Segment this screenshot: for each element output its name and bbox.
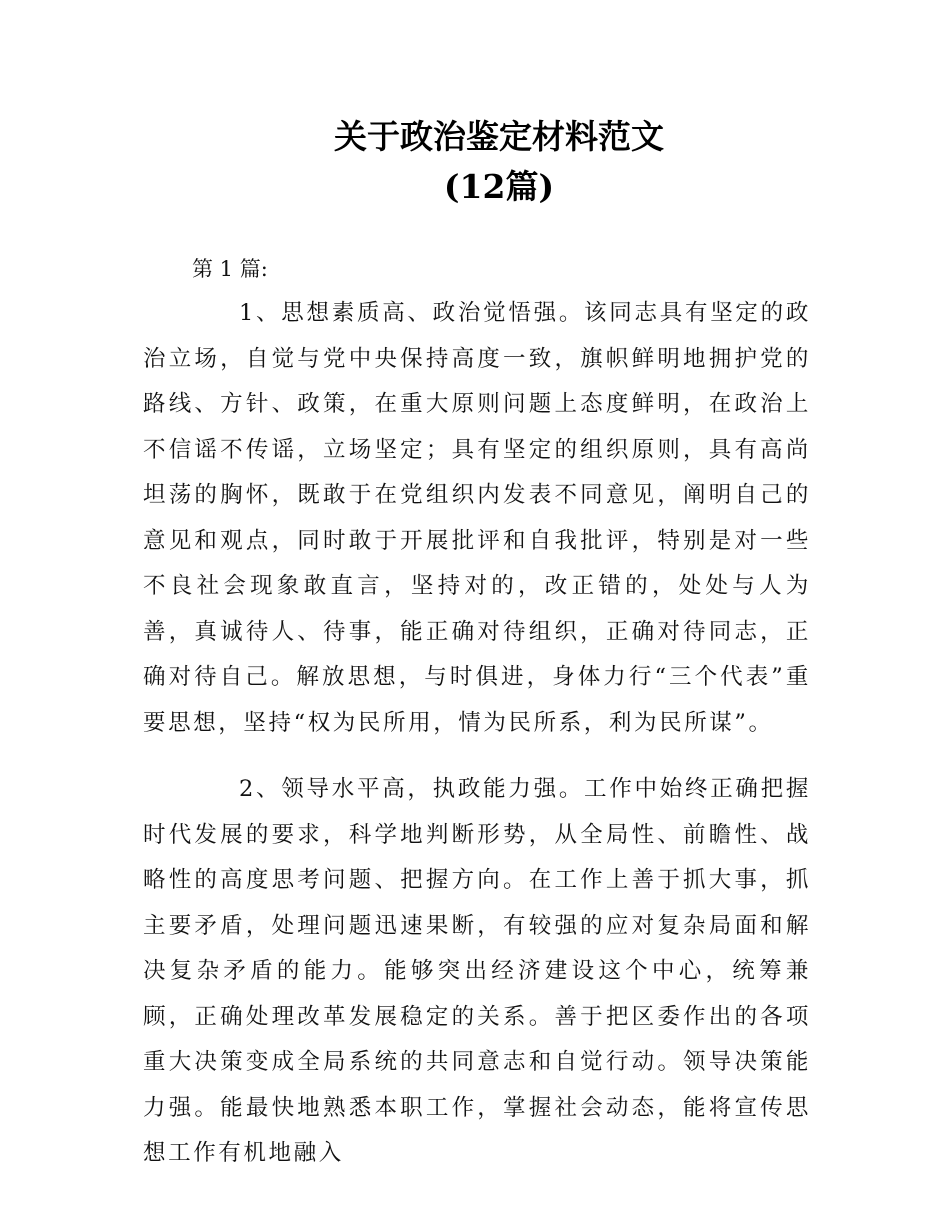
title-line-count: (12篇) [443,167,555,206]
title-line-main: 关于政治鉴定材料范文 [334,117,664,156]
paragraph-2: 2、领导水平高，执政能力强。工作中始终正确把握时代发展的要求，科学地判断形势，从全局性、前瞻性、战略性的高度思考问题、把握方向。在工作上善于抓大事，抓主要矛盾，处理问题迅速果断，有较强的应对复杂局面和解决复杂矛盾的能力。能够突出经济建设这个中心，统筹兼顾，正确处理改革发展稳定的关系。善于把区委作出的各项重大决策变成全局系统的共同意志和自觉行动。领导决策能力强。能最快地熟悉本职工作，掌握社会动态，能将宣传思想工作有机地融入 [143,776,811,1166]
document-title [0,112,950,212]
section-label: 第 1 篇: [192,257,268,281]
paragraph-1: 1、思想素质高、政治觉悟强。该同志具有坚定的政治立场，自觉与党中央保持高度一致，旗帜鲜明地拥护党的路线、方针、政策，在重大原则问题上态度鲜明，在政治上不信谣不传谣，立场坚定；具有坚定的组织原则，具有高尚坦荡的胸怀，既敢于在党组织内发表不同意见，阐明自己的意见和观点，同时敢于开展批评和自我批评，特别是对一些不良社会现象敢直言，坚持对的，改正错的，处处与人为善，真诚待人、待事，能正确对待组织，正确对待同志，正确对待自己。解放思想，与时俱进，身体力行“三个代表”重要思想，坚持“权为民所用，情为民所系，利为民所谋”。 [143,300,811,736]
